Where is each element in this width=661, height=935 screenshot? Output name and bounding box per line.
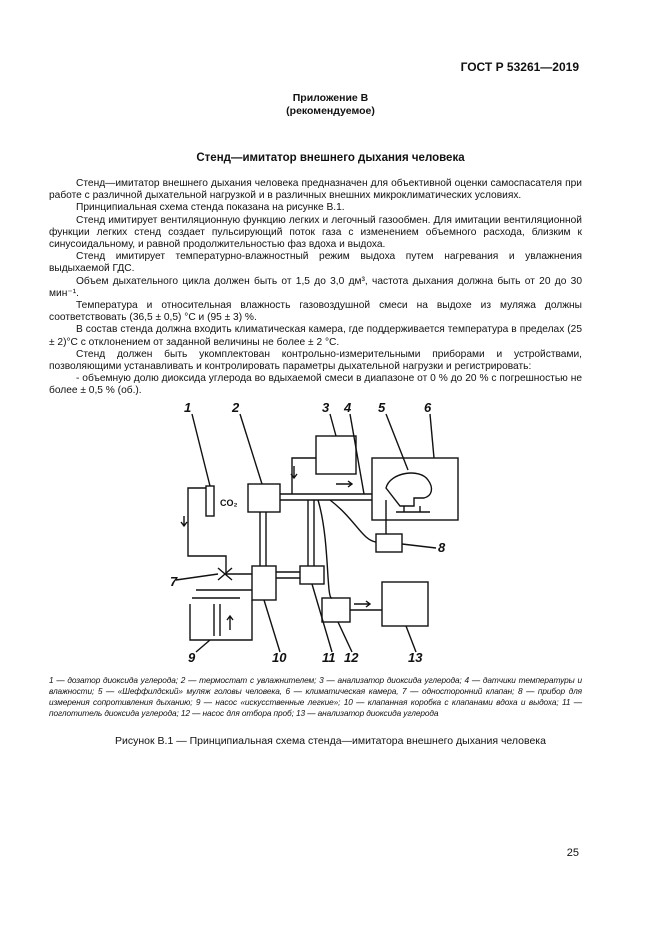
paragraph: Стенд имитирует вентиляционную функцию легких и легочный газообмен. Для имитации вентиляционной функции легких стенд создает пульсирующий поток газа с изменением объемного расхода, близким к синусоидальному, и равной продолжительностью фаз вдоха и выдоха. [49,214,582,251]
figure-title: Рисунок В.1 — Принципиальная схема стенда—имитатора внешнего дыхания человека [115,735,546,747]
thermostat-to-valve-pipe [260,512,266,566]
flow-arrow [227,616,233,630]
paragraph: Температура и относительная влажность газовоздушной смеси на выдохе из муляжа должны соответствовать (36,5 ± 0,5) °С и (95 ± 3) %. [49,300,582,324]
paragraph: Стенд имитирует температурно-влажностный режим выдоха путем нагревания и увлажнения выдыхаемой ГДС. [49,251,582,275]
flow-arrow [181,516,187,526]
meter-line-curve [330,500,376,542]
label-9: 9 [188,650,196,665]
valve-box [252,566,276,600]
absorber-box [300,566,324,584]
paragraph: Стенд—имитатор внешнего дыхания человека предназначен для объективной оценки самоспасателя при работе с различной дыхательной нагрузкой и в различных внешних микроклиматических условиях. [49,178,582,202]
label-8: 8 [438,540,446,555]
return-pipe [308,500,314,566]
flow-arrow [354,601,370,607]
label-4: 4 [344,400,352,415]
figure-legend: 1 — дозатор диоксида углерода; 2 — термостат с увлажнителем; 3 — анализатор диоксида углерода; 4 — датчики температуры и влажности; 5 — «Шеффилдский» муляж головы человека, 6 — климатическая камера, 7 — односторонний клапан; 8 — прибор для измерения сопротивления дыханию; 9 — насос «искусственные легкие»; 10 — клапанная коробка с клапанами вдоха и выдоха; 11 — поглотитель диоксида углерода; 12 — насос для отбора проб; 13 — анализатор диоксида углерода [49,675,582,718]
paragraph: Объем дыхательного цикла должен быть от 1,5 до 3,0 дм³, частота дыхания должна быть от 20 до 30 мин⁻¹. [49,275,582,299]
label-12: 12 [344,650,359,665]
climatic-chamber-box [372,458,458,520]
label-3: 3 [322,400,330,415]
paragraph: Принципиальная схема стенда показана на рисунке В.1. [76,202,345,214]
co2-label: CO₂ [220,498,238,508]
appendix-title: Приложение В [292,92,369,104]
main-pipe [280,494,372,500]
section-title: Стенд—имитатор внешнего дыхания человека [196,152,465,164]
label-2: 2 [232,400,240,415]
flow-arrow [336,481,352,487]
appendix-status: (рекомендуемое) [286,105,375,117]
paragraph: - объемную долю диоксида углерода во вдыхаемой смеси в диапазоне от 0 % до 20 % с погрешностью не более ± 0,5 % (об.). [49,373,582,397]
co2-doser-tube [206,486,214,516]
sample-pump-box [322,598,350,622]
co2-analyzer-2-box [382,582,428,626]
label-5: 5 [378,400,386,415]
label-10: 10 [272,650,287,665]
resistance-meter-box [376,534,402,552]
page-number: 25 [566,847,579,859]
label-6: 6 [424,400,432,415]
lungs-pump-piston [214,604,220,636]
standard-number: ГОСТ Р 53261—2019 [460,60,579,74]
valve-to-absorber-pipe [276,572,300,578]
thermostat-box [248,484,280,512]
label-13: 13 [408,650,423,665]
label-11: 11 [322,650,336,665]
paragraph: Стенд должен быть укомплектован контрольно-измерительными приборами и устройствами, позволяющими устанавливать и контролировать параметры дыхательной нагрузки и регистрировать: [49,348,582,373]
label-1: 1 [184,400,192,415]
co2-analyzer-box [316,436,356,474]
label-7: 7 [170,574,178,589]
lungs-pump-body [190,590,252,640]
paragraph: В состав стенда должна входить климатическая камера, где поддерживается температура в пределах (25 ± 2)°С с отклонением от заданной величины не более ± 2 °С. [49,324,582,348]
